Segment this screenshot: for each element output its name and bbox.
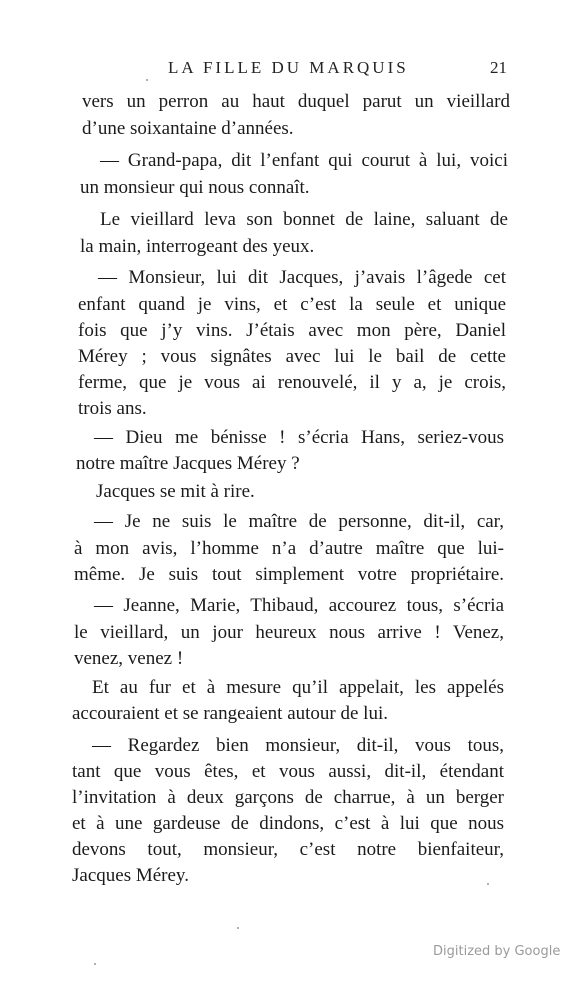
text-line: — Grand-papa, dit l’enfant qui courut à lui, voici xyxy=(100,150,508,171)
text-line: Et au fur et à mesure qu’il appelait, les appelés xyxy=(92,677,504,698)
paper-speck xyxy=(146,79,148,81)
text-line: — Regardez bien monsieur, dit-il, vous tous, xyxy=(92,735,504,756)
text-line: tant que vous êtes, et vous aussi, dit-il, étendant xyxy=(72,761,504,782)
text-line: trois ans. xyxy=(78,398,147,419)
text-line: et à une gardeuse de dindons, c’est à lui que nous xyxy=(72,813,504,834)
text-line: à mon avis, l’homme n’a d’autre maître que lui- xyxy=(74,538,504,559)
text-line: fois que j’y vins. J’étais avec mon père, Daniel xyxy=(78,320,506,341)
text-line: d’une soixantaine d’années. xyxy=(82,118,294,139)
paper-speck xyxy=(487,883,489,885)
text-line: — Je ne suis le maître de personne, dit-il, car, xyxy=(94,511,504,532)
text-line: un monsieur qui nous connaît. xyxy=(80,177,310,198)
paper-speck xyxy=(237,927,239,929)
text-line: Le vieillard leva son bonnet de laine, saluant de xyxy=(100,209,508,230)
text-line: devons tout, monsieur, c’est notre bienfaiteur, xyxy=(72,839,504,860)
page-number: 21 xyxy=(490,58,507,77)
digitization-watermark: Digitized by Google xyxy=(433,944,561,959)
text-line: Jacques se mit à rire. xyxy=(96,481,255,502)
text-line: — Dieu me bénisse ! s’écria Hans, seriez-vous xyxy=(94,427,504,448)
text-line: enfant quand je vins, et c’est la seule et unique xyxy=(78,294,506,315)
text-line: venez, venez ! xyxy=(74,648,184,669)
text-line: — Jeanne, Marie, Thibaud, accourez tous, s’écria xyxy=(94,595,504,616)
text-line: Jacques Mérey. xyxy=(72,865,189,886)
text-line: la main, interrogeant des yeux. xyxy=(80,236,315,257)
text-line: — Monsieur, lui dit Jacques, j’avais l’âgede cet xyxy=(98,267,506,288)
text-line: vers un perron au haut duquel parut un vieillard xyxy=(82,91,510,112)
text-line: notre maître Jacques Mérey ? xyxy=(76,453,300,474)
text-line: Mérey ; vous signâtes avec lui le bail de cette xyxy=(78,346,506,367)
running-header xyxy=(0,58,575,82)
text-line: l’invitation à deux garçons de charrue, à un berger xyxy=(72,787,504,808)
text-line: le vieillard, un jour heureux nous arrive ! Venez, xyxy=(74,622,504,643)
running-title: LA FILLE DU MARQUIS xyxy=(168,58,409,77)
text-line: ferme, que je vous ai renouvelé, il y a, je crois, xyxy=(78,372,506,393)
text-line: accouraient et se rangeaient autour de lui. xyxy=(72,703,388,724)
paper-speck xyxy=(94,963,96,965)
text-line: même. Je suis tout simplement votre propriétaire. xyxy=(74,564,504,585)
